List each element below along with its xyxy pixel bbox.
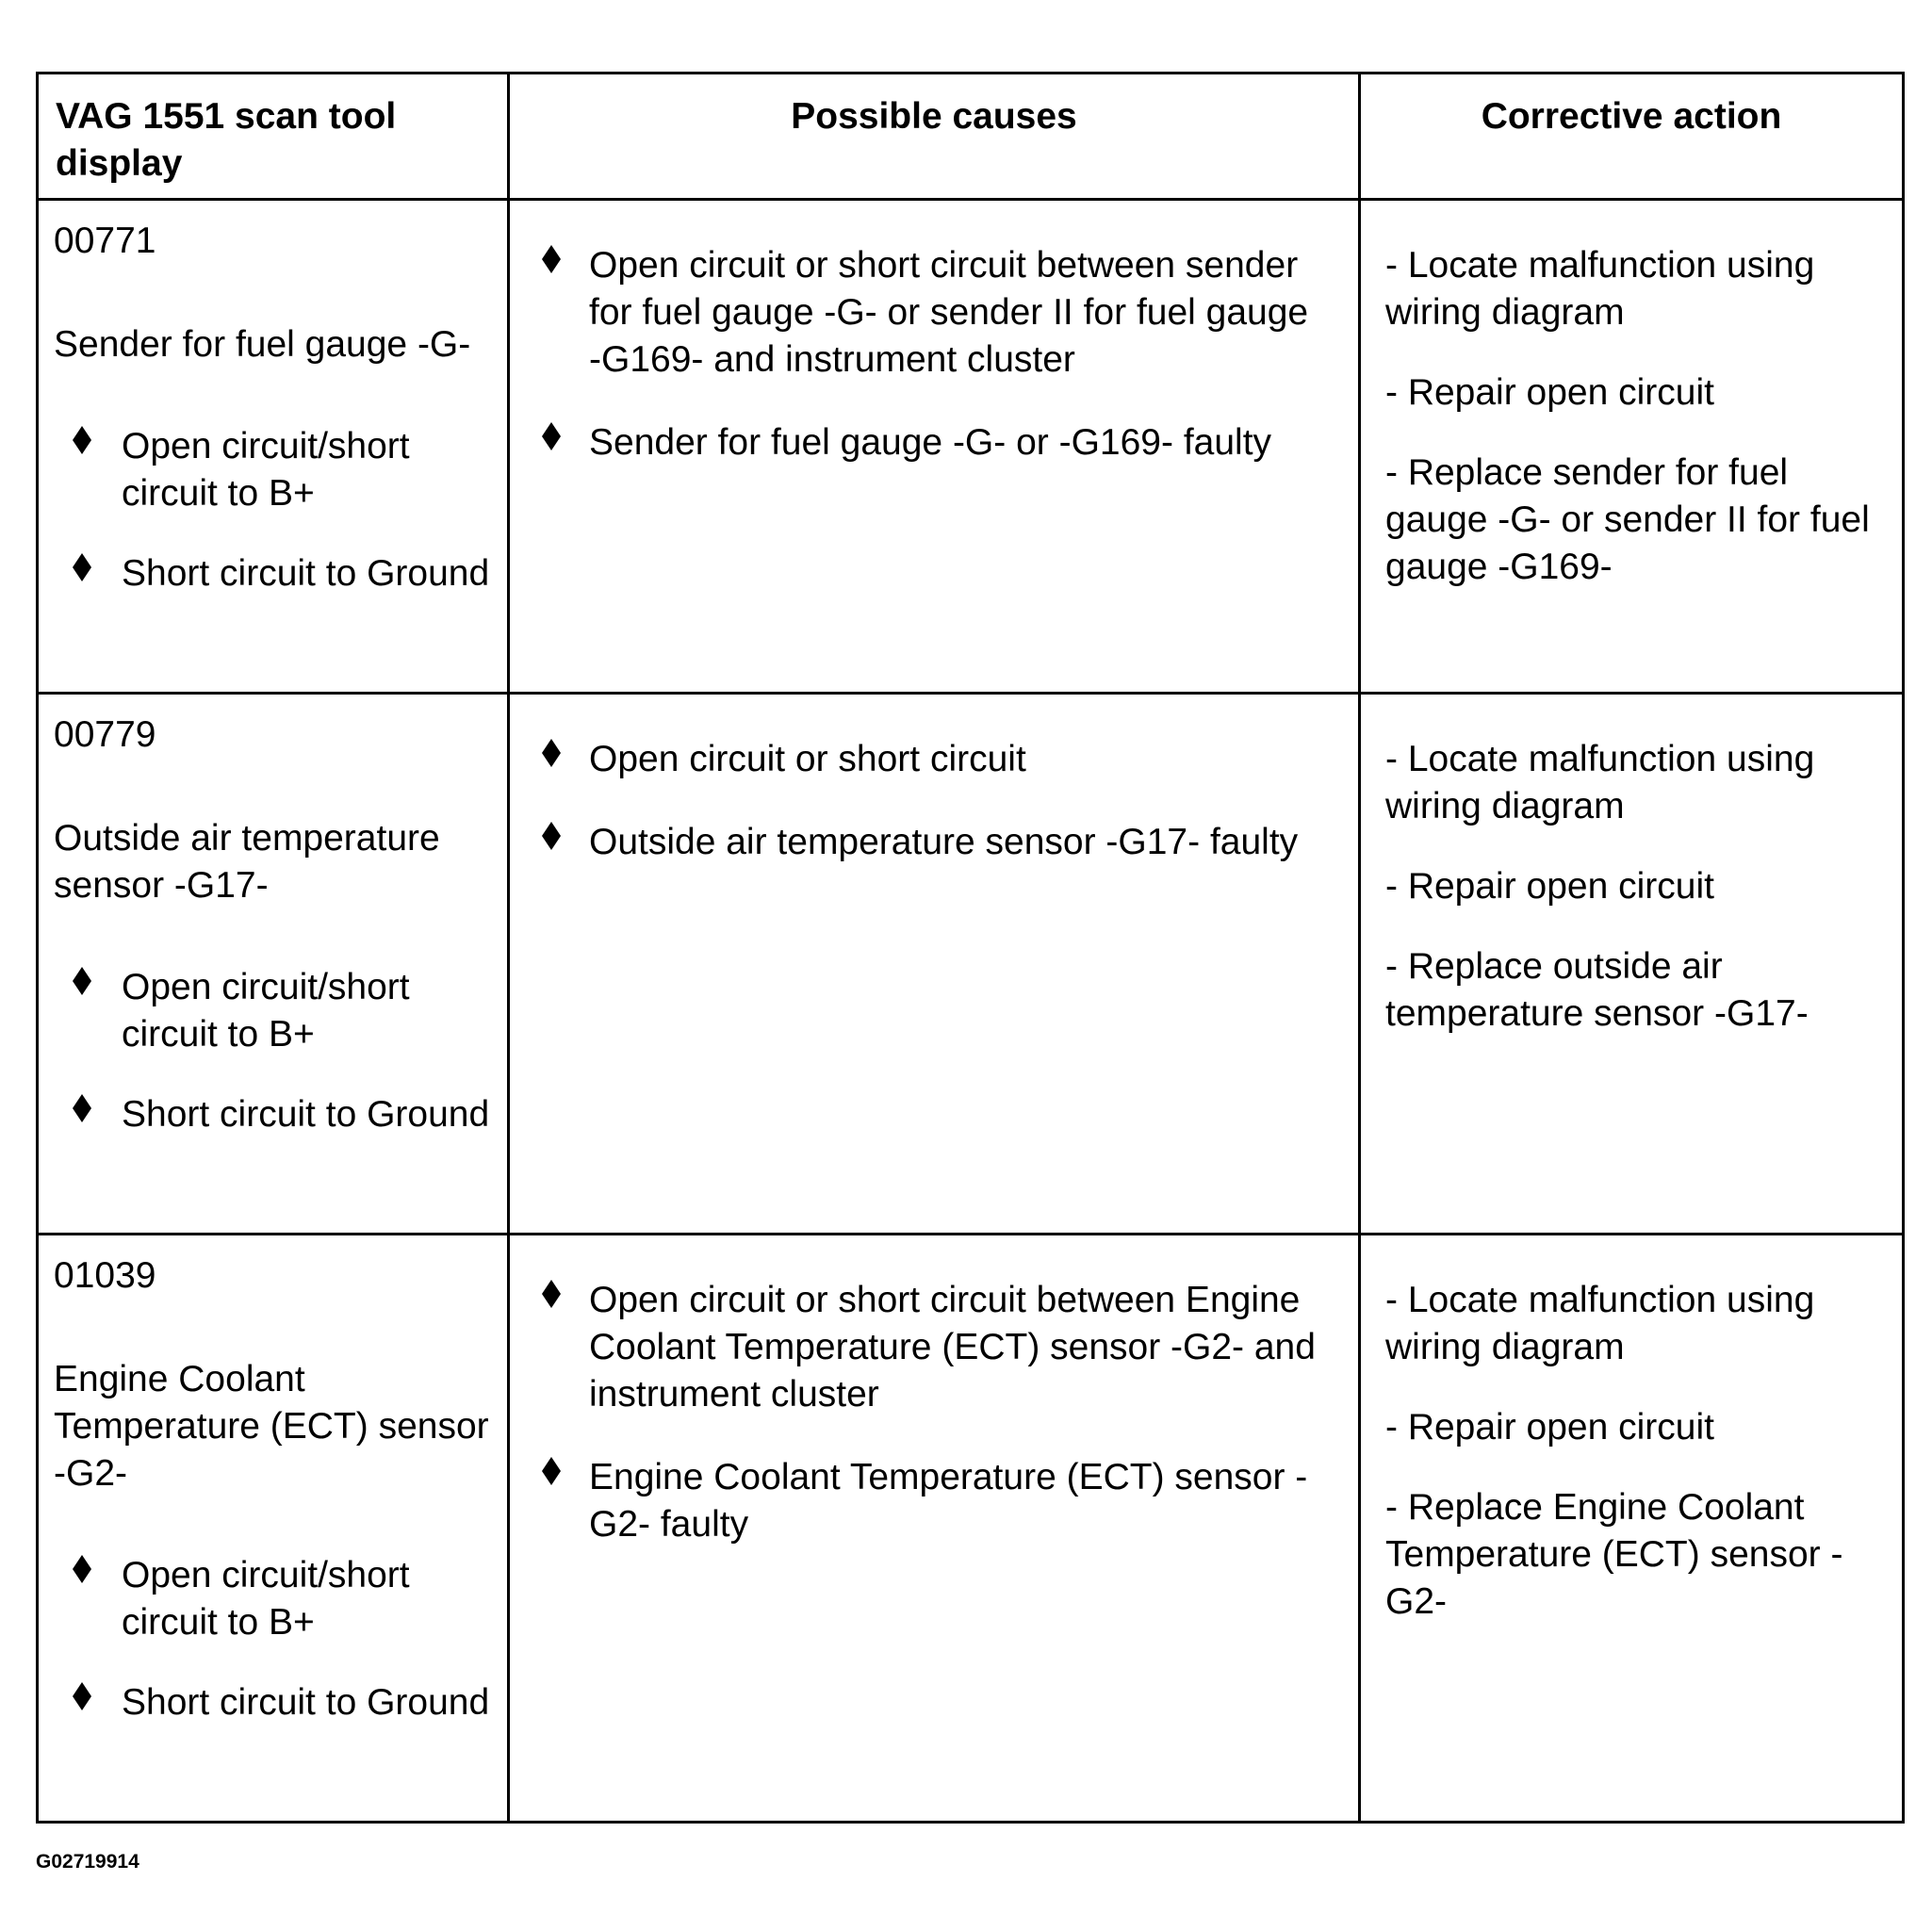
diamond-bullet-icon — [73, 1682, 91, 1710]
header-possible-causes: Possible causes — [509, 74, 1360, 200]
cause-item: Engine Coolant Temperature (ECT) sensor -G2- faulty — [542, 1454, 1330, 1548]
diamond-bullet-icon — [542, 739, 561, 767]
action-item: - Locate malfunction using wiring diagram — [1385, 1280, 1815, 1367]
action-item: - Locate malfunction using wiring diagram — [1385, 739, 1815, 826]
component-name: Sender for fuel gauge -G- — [54, 324, 471, 365]
scan-tool-display-cell — [38, 1235, 509, 1823]
header-corrective-action: Corrective action — [1360, 74, 1904, 200]
scan-tool-display-cell — [38, 694, 509, 1235]
diamond-bullet-icon — [542, 245, 561, 273]
corrective-action-cell — [1360, 1235, 1904, 1823]
table-header-row — [38, 74, 1904, 200]
cause-item: Outside air temperature sensor -G17- faulty — [542, 819, 1330, 866]
cause-item: Sender for fuel gauge -G- or -G169- faulty — [542, 419, 1330, 466]
fault-type-item: Short circuit to Ground — [54, 1091, 494, 1138]
action-item: - Repair open circuit — [1385, 1407, 1714, 1448]
fault-type-item: Short circuit to Ground — [54, 550, 494, 597]
action-item: - Replace sender for fuel gauge -G- or sender II for fuel gauge -G169- — [1385, 452, 1870, 587]
diamond-bullet-icon — [73, 1555, 91, 1583]
cause-item: Open circuit or short circuit between sender for fuel gauge -G- or sender II for fuel gauge -G169- and instrument cluster — [542, 242, 1330, 384]
diamond-bullet-icon — [73, 426, 91, 454]
diamond-bullet-icon — [73, 553, 91, 581]
corrective-action-cell — [1360, 200, 1904, 694]
action-item: - Repair open circuit — [1385, 372, 1714, 413]
action-item: - Locate malfunction using wiring diagram — [1385, 245, 1815, 333]
table-row — [38, 1235, 1904, 1823]
fault-type-item: Open circuit/short circuit to B+ — [54, 964, 494, 1058]
cause-item: Open circuit or short circuit — [542, 736, 1330, 783]
diamond-bullet-icon — [542, 1280, 561, 1308]
table-row — [38, 694, 1904, 1235]
fault-code: 00779 — [54, 714, 156, 755]
scan-tool-display-cell — [38, 200, 509, 694]
diamond-bullet-icon — [542, 422, 561, 450]
diagnostic-trouble-code-table — [36, 72, 1905, 1824]
fault-type-item: Open circuit/short circuit to B+ — [54, 423, 494, 517]
possible-causes-cell — [509, 1235, 1360, 1823]
action-item: - Repair open circuit — [1385, 866, 1714, 907]
diamond-bullet-icon — [73, 1094, 91, 1122]
fault-type-item: Short circuit to Ground — [54, 1679, 494, 1726]
possible-causes-cell — [509, 200, 1360, 694]
figure-id-label: G02719914 — [36, 1851, 139, 1873]
table-row — [38, 200, 1904, 694]
component-name: Engine Coolant Temperature (ECT) sensor -G2- — [54, 1359, 489, 1494]
action-item: - Replace outside air temperature sensor -G17- — [1385, 946, 1809, 1034]
possible-causes-cell — [509, 694, 1360, 1235]
diamond-bullet-icon — [542, 822, 561, 850]
fault-code: 01039 — [54, 1255, 156, 1296]
cause-item: Open circuit or short circuit between Engine Coolant Temperature (ECT) sensor -G2- and instrument cluster — [542, 1277, 1330, 1418]
header-scan-tool-display: VAG 1551 scan tool display — [38, 74, 509, 200]
component-name: Outside air temperature sensor -G17- — [54, 818, 440, 906]
fault-code: 00771 — [54, 221, 156, 261]
fault-type-item: Open circuit/short circuit to B+ — [54, 1552, 494, 1646]
action-item: - Replace Engine Coolant Temperature (ECT) sensor -G2- — [1385, 1487, 1843, 1622]
corrective-action-cell — [1360, 694, 1904, 1235]
diamond-bullet-icon — [73, 967, 91, 995]
diamond-bullet-icon — [542, 1457, 561, 1485]
